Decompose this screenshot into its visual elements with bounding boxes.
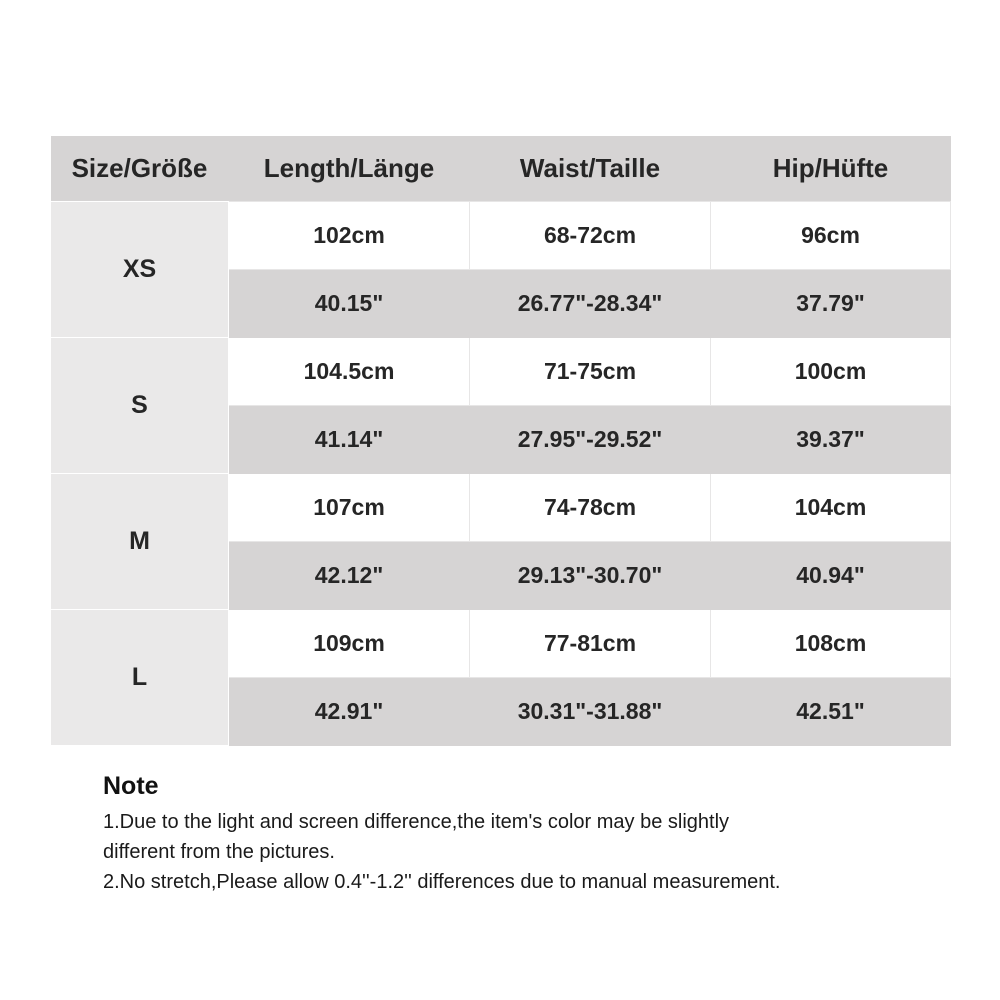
hip-cm: 108cm bbox=[711, 610, 951, 678]
header-size: Size/Größe bbox=[51, 136, 229, 202]
waist-cm: 77-81cm bbox=[470, 610, 711, 678]
hip-inch: 37.79" bbox=[711, 270, 951, 338]
waist-inch: 26.77"-28.34" bbox=[470, 270, 711, 338]
note-line: 1.Due to the light and screen difference,the item's color may be slightly bbox=[103, 811, 730, 833]
length-cm: 109cm bbox=[229, 610, 470, 678]
table-row bbox=[51, 338, 951, 406]
waist-cm: 68-72cm bbox=[470, 202, 711, 270]
length-cm: 102cm bbox=[229, 202, 470, 270]
size-label: M bbox=[51, 474, 229, 610]
header-waist: Waist/Taille bbox=[470, 136, 711, 202]
table-row bbox=[51, 202, 951, 270]
length-cm: 104.5cm bbox=[229, 338, 470, 406]
hip-inch: 40.94" bbox=[711, 542, 951, 610]
length-inch: 40.15" bbox=[229, 270, 470, 338]
size-label: S bbox=[51, 338, 229, 474]
hip-cm: 96cm bbox=[711, 202, 951, 270]
note-section bbox=[103, 772, 963, 897]
waist-cm: 74-78cm bbox=[470, 474, 711, 542]
hip-cm: 100cm bbox=[711, 338, 951, 406]
waist-inch: 27.95"-29.52" bbox=[470, 406, 711, 474]
size-label: L bbox=[51, 610, 229, 746]
header-hip: Hip/Hüfte bbox=[711, 136, 951, 202]
table-row bbox=[51, 474, 951, 542]
hip-cm: 104cm bbox=[711, 474, 951, 542]
length-inch: 42.12" bbox=[229, 542, 470, 610]
waist-inch: 29.13"-30.70" bbox=[470, 542, 711, 610]
table-row bbox=[51, 610, 951, 678]
waist-cm: 71-75cm bbox=[470, 338, 711, 406]
note-title: Note bbox=[103, 772, 159, 800]
header-length: Length/Länge bbox=[229, 136, 470, 202]
length-inch: 41.14" bbox=[229, 406, 470, 474]
note-line: different from the pictures. bbox=[103, 841, 335, 863]
length-inch: 42.91" bbox=[229, 678, 470, 746]
size-chart-table bbox=[50, 136, 951, 746]
hip-inch: 39.37" bbox=[711, 406, 951, 474]
waist-inch: 30.31"-31.88" bbox=[470, 678, 711, 746]
table-header-row bbox=[51, 136, 951, 202]
size-label: XS bbox=[51, 202, 229, 338]
note-line: 2.No stretch,Please allow 0.4''-1.2'' differences due to manual measurement. bbox=[103, 871, 781, 893]
length-cm: 107cm bbox=[229, 474, 470, 542]
hip-inch: 42.51" bbox=[711, 678, 951, 746]
